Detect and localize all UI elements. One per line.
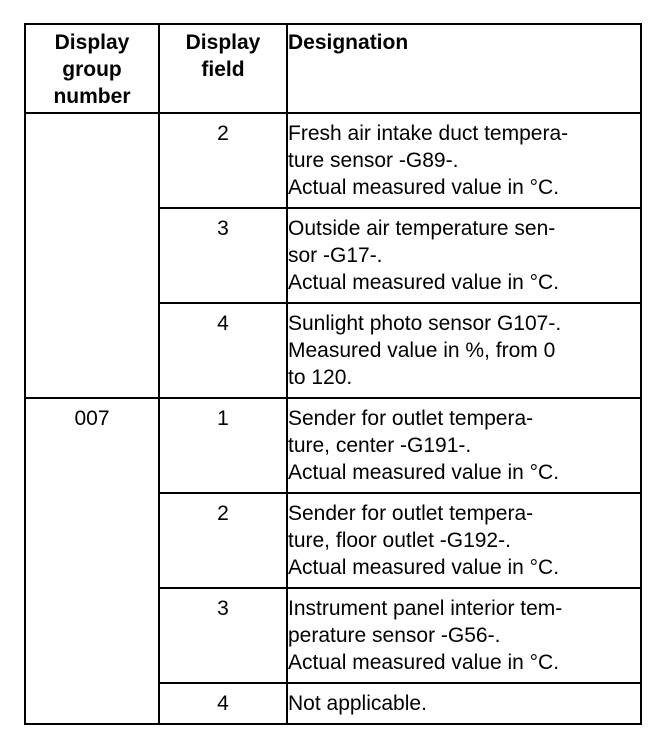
header-display-group-number	[25, 24, 159, 113]
designation-cell	[287, 588, 641, 683]
designation-line: Sender for outlet tempera-	[288, 502, 534, 525]
table-row	[25, 113, 641, 208]
display-field-cell: 4	[159, 303, 287, 398]
header-text: group	[62, 58, 122, 81]
display-field-cell: 2	[159, 113, 287, 208]
group-number-cell	[25, 113, 159, 398]
designation-line: Not applicable.	[288, 692, 427, 715]
designation-line: Actual measured value in °C.	[288, 651, 560, 674]
display-field-cell: 3	[159, 208, 287, 303]
designation-cell	[287, 113, 641, 208]
header-text: Designation	[288, 31, 409, 54]
header-designation	[287, 24, 641, 113]
table-row	[25, 398, 641, 493]
designation-line: perature sensor -G56-.	[288, 624, 501, 647]
header-display-field	[159, 24, 287, 113]
designation-line: Sender for outlet tempera-	[288, 407, 534, 430]
group-number-cell: 007	[25, 398, 159, 724]
designation-cell	[287, 683, 641, 724]
designation-line: Actual measured value in °C.	[288, 176, 560, 199]
designation-line: ture sensor -G89-.	[288, 149, 459, 172]
designation-line: to 120.	[288, 366, 353, 389]
designation-line: Fresh air intake duct tempera-	[288, 122, 569, 145]
designation-line: Sunlight photo sensor G107-.	[288, 312, 562, 335]
display-field-cell: 3	[159, 588, 287, 683]
designation-line: sor -G17-.	[288, 244, 383, 267]
header-text: field	[201, 58, 245, 81]
designation-line: ture, floor outlet -G192-.	[288, 529, 511, 552]
display-field-cell: 1	[159, 398, 287, 493]
display-group-table	[24, 23, 642, 725]
table-header-row	[25, 24, 641, 113]
designation-line: Actual measured value in °C.	[288, 556, 560, 579]
designation-line: Outside air temperature sen-	[288, 217, 556, 240]
display-field-cell: 2	[159, 493, 287, 588]
header-text: Display	[185, 31, 261, 54]
header-text: number	[53, 85, 131, 108]
designation-line: Measured value in %, from 0	[288, 339, 556, 362]
designation-cell	[287, 493, 641, 588]
designation-cell	[287, 398, 641, 493]
designation-cell	[287, 208, 641, 303]
header-text: Display	[54, 31, 130, 54]
display-field-cell: 4	[159, 683, 287, 724]
designation-cell	[287, 303, 641, 398]
designation-line: Instrument panel interior tem-	[288, 597, 563, 620]
designation-line: Actual measured value in °C.	[288, 271, 560, 294]
designation-line: ture, center -G191-.	[288, 434, 472, 457]
designation-line: Actual measured value in °C.	[288, 461, 560, 484]
